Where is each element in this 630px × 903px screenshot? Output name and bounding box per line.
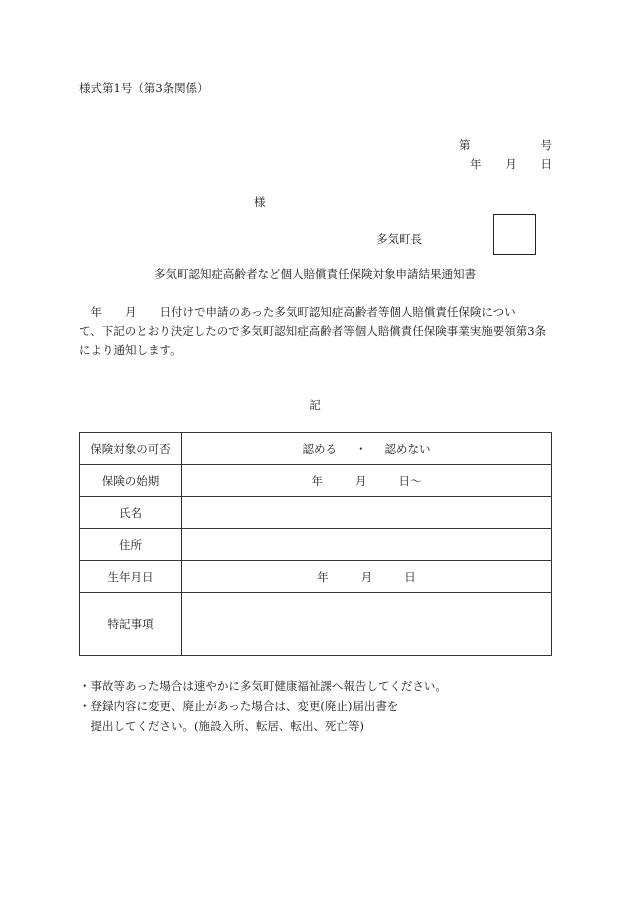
issue-date bbox=[470, 156, 552, 172]
recipient-honorific: 様 bbox=[254, 195, 266, 209]
start-year: 年 bbox=[311, 473, 323, 488]
date-day: 日 bbox=[540, 157, 552, 171]
doc-number-suffix: 号 bbox=[540, 138, 552, 152]
note-item: ・事故等あった場合は速やかに多気町健康福祉課へ報告してください。 bbox=[79, 679, 447, 693]
document-title: 多気町認知症高齢者など個人賠償責任保険対象申請結果通知書 bbox=[154, 267, 476, 281]
deny-option: 認めない bbox=[384, 441, 431, 456]
issuer-name: 多気町長 bbox=[376, 232, 422, 246]
birth-year: 年 bbox=[317, 569, 329, 584]
document-number bbox=[459, 137, 552, 153]
eligibility-label: 保険対象の可否 bbox=[80, 433, 182, 465]
seal-box bbox=[493, 214, 536, 255]
birthdate-label: 生年月日 bbox=[80, 561, 182, 593]
note-item: ・登録内容に変更、廃止があった場合は、変更(廃止)届出書を bbox=[79, 699, 399, 713]
name-value bbox=[182, 497, 552, 529]
remarks-label: 特記事項 bbox=[80, 593, 182, 656]
table-row bbox=[80, 497, 552, 529]
result-table bbox=[79, 432, 552, 656]
ki-heading: 記 bbox=[309, 398, 321, 412]
body-line: 年 月 日付けで申請のあった多気町認知症高齢者等個人賠償責任保険につい bbox=[79, 305, 516, 319]
remarks-value bbox=[182, 593, 552, 656]
table-row bbox=[80, 465, 552, 497]
address-label: 住所 bbox=[80, 529, 182, 561]
table-row bbox=[80, 433, 552, 465]
body-line: て、下記のとおり決定したので多気町認知症高齢者等個人賠償責任保険事業実施要領第3条 bbox=[79, 324, 547, 338]
body-line: により通知します。 bbox=[79, 343, 182, 357]
note-item: 提出してください。(施設入所、転居、転出、死亡等) bbox=[79, 719, 364, 733]
approve-option: 認める bbox=[302, 441, 337, 456]
start-date-label: 保険の始期 bbox=[80, 465, 182, 497]
date-year: 年 bbox=[470, 157, 482, 171]
start-date-value bbox=[182, 465, 552, 497]
name-label: 氏名 bbox=[80, 497, 182, 529]
birthdate-value bbox=[182, 561, 552, 593]
table-row bbox=[80, 529, 552, 561]
start-day: 日～ bbox=[398, 473, 422, 488]
start-month: 月 bbox=[355, 473, 367, 488]
body-text bbox=[79, 303, 552, 360]
birth-day: 日 bbox=[404, 569, 416, 584]
address-value bbox=[182, 529, 552, 561]
date-month: 月 bbox=[505, 157, 517, 171]
doc-number-prefix: 第 bbox=[459, 138, 471, 152]
birth-month: 月 bbox=[360, 569, 373, 584]
notes bbox=[79, 676, 447, 736]
table-row bbox=[80, 561, 552, 593]
table-row bbox=[80, 593, 552, 656]
separator-dot: ・ bbox=[355, 441, 367, 456]
eligibility-value bbox=[182, 433, 552, 465]
form-number: 様式第1号（第3条関係） bbox=[79, 81, 209, 95]
